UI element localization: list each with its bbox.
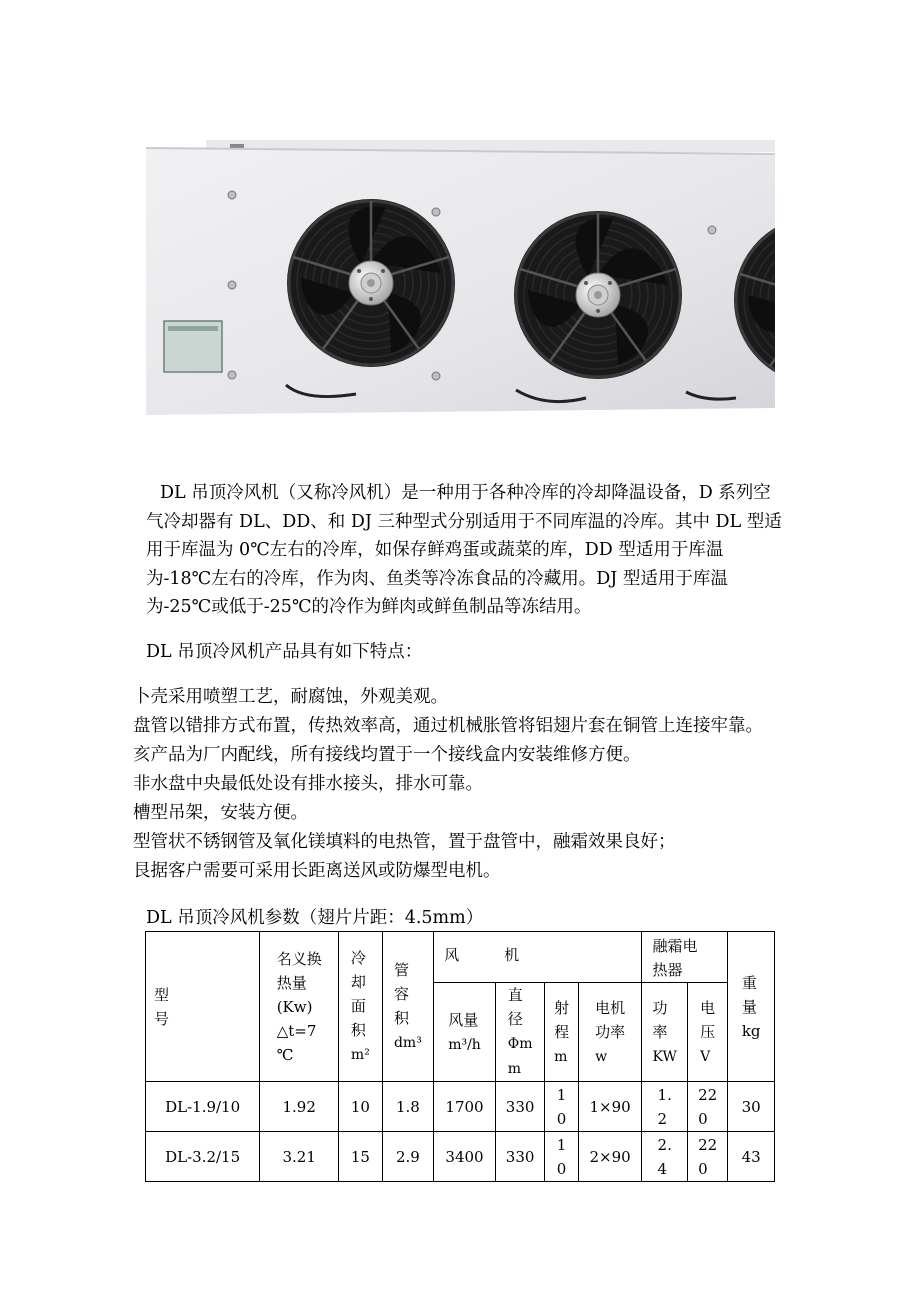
cell-heat: 1.92 — [260, 1082, 339, 1132]
header-weight: 重 量 kg — [728, 932, 775, 1082]
cell-weight: 30 — [728, 1082, 775, 1132]
header-row-1 — [146, 932, 775, 983]
header-voltage: 电 压 V — [687, 983, 727, 1082]
cell-weight: 43 — [728, 1132, 775, 1182]
cell-area: 15 — [339, 1132, 382, 1182]
cell-throw: 1 0 — [545, 1082, 578, 1132]
cell-heater-power: 2. 4 — [642, 1132, 688, 1182]
cell-diameter: 330 — [495, 1132, 545, 1182]
header-motor-power: 电机 功率 w — [578, 983, 642, 1082]
header-heater-power: 功 率 KW — [642, 983, 688, 1082]
cell-heat: 3.21 — [260, 1132, 339, 1182]
header-area: 冷 却 面 积 m² — [339, 932, 382, 1082]
intro-paragraph: DL 吊顶冷风机（又称冷风机）是一种用于各种冷库的冷却降温设备，D 系列空气冷却器有 DL、DD、和 DJ 三种型式分别适用于不同库温的冷库。其中 DL 型适用于库温为 0℃左右的冷库，如保存鲜鸡蛋或蔬菜的库，DD 型适用于库温为-18℃左右的冷库，作为肉、鱼类等冷冻食品的冷藏用。DJ 型适用于库温为-25℃或低于-25℃的冷作为鲜肉或鲜鱼制品等冻结用。 — [146, 483, 782, 617]
cell-motor-power: 1×90 — [578, 1082, 642, 1132]
cell-airflow: 3400 — [434, 1132, 496, 1182]
cell-diameter: 330 — [495, 1082, 545, 1132]
cell-voltage: 22 0 — [687, 1132, 727, 1182]
features-list — [133, 683, 793, 886]
cell-voltage: 22 0 — [687, 1082, 727, 1132]
feature-item: 亥产品为厂内配线，所有接线均置于一个接线盒内安装维修方便。 — [133, 745, 641, 765]
cell-model: DL-1.9/10 — [146, 1082, 260, 1132]
parameters-table — [145, 931, 775, 1182]
header-model: 型 号 — [146, 932, 260, 1082]
header-throw: 射 程 m — [545, 983, 578, 1082]
cell-throw: 1 0 — [545, 1132, 578, 1182]
feature-item: 盘管以错排方式布置，传热效率高，通过机械胀管将铝翅片套在铜管上连接牢靠。 — [133, 716, 763, 736]
table-row — [146, 1132, 775, 1182]
table-caption: DL 吊顶冷风机参数（翅片片距：4.5mm） — [146, 908, 484, 928]
header-volume: 管 容 积 dm³ — [382, 932, 434, 1082]
cell-model: DL-3.2/15 — [146, 1132, 260, 1182]
feature-item: 艮据客户需要可采用长距离送风或防爆型电机。 — [133, 861, 501, 881]
cell-volume: 2.9 — [382, 1132, 434, 1182]
product-photo — [146, 140, 775, 419]
table-row — [146, 1082, 775, 1132]
header-defrost-group: 融霜电 热器 — [642, 932, 728, 983]
feature-item: 槽型吊架，安装方便。 — [133, 803, 308, 823]
feature-item: 卜壳采用喷塑工艺，耐腐蚀，外观美观。 — [133, 687, 448, 707]
feature-item: 非水盘中央最低处设有排水接头，排水可靠。 — [133, 774, 483, 794]
cell-airflow: 1700 — [434, 1082, 496, 1132]
header-diameter: 直 径 Φm m — [495, 983, 545, 1082]
header-fan-group: 风 机 — [434, 932, 642, 983]
header-airflow: 风量 m³/h — [434, 983, 496, 1082]
header-heat: 名义换 热量 (Kw) △t=7 ℃ — [260, 932, 339, 1082]
features-title: DL 吊顶冷风机产品具有如下特点： — [146, 642, 423, 662]
feature-item: 型管状不锈钢管及氧化镁填料的电热管，置于盘管中，融霜效果良好； — [133, 832, 676, 852]
cell-motor-power: 2×90 — [578, 1132, 642, 1182]
cell-area: 10 — [339, 1082, 382, 1132]
cell-volume: 1.8 — [382, 1082, 434, 1132]
cell-heater-power: 1. 2 — [642, 1082, 688, 1132]
